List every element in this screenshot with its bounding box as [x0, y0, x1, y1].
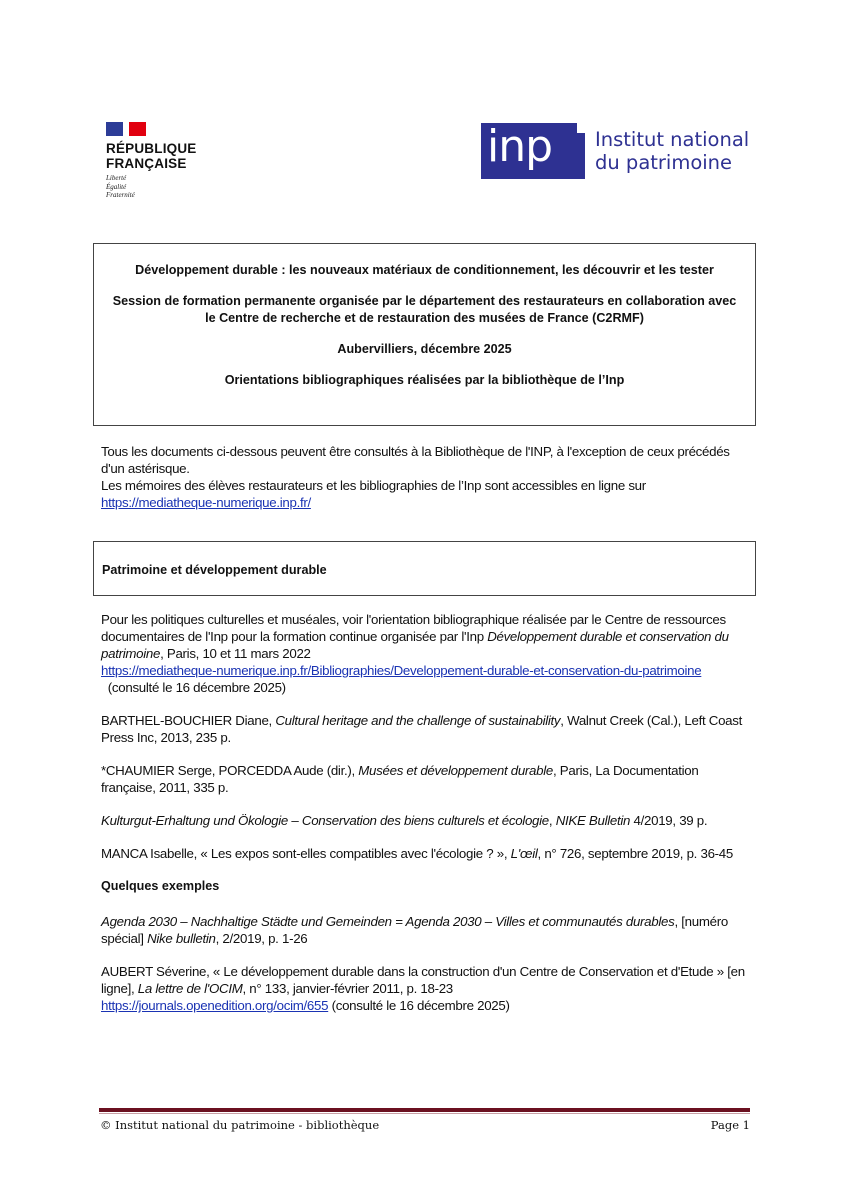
intro: [101, 443, 751, 511]
inp-logo: [481, 123, 749, 179]
republique-francaise-logo: [106, 122, 216, 200]
rf-name: RÉPUBLIQUE FRANÇAISE: [106, 141, 197, 171]
bibliography-list: [101, 611, 753, 1030]
session-description: Session de formation permanente organisée par le département des restaurateurs en collaboration avec le Centre de recherche et de restauration des musées de France (C2RMF): [112, 294, 737, 325]
title-box: [93, 243, 756, 426]
bibliography-entry: Kulturgut-Erhaltung und Ökologie – Conservation des biens culturels et écologie, NIKE Bulletin 4/2019, 39 p.: [101, 813, 708, 828]
example-entry: AUBERT Séverine, « Le développement durable dans la construction d'un Centre de Conservation et d'Etude » [en ligne], La lettre de l'OCIM, n° 133, janvier-février 2011, p. 18-23 https://journals.openedition.org/ocim/655 (consulté le 16 décembre 2025): [101, 964, 745, 1013]
marianne-flag-icon: [106, 122, 146, 136]
bibliography-entry: BARTHEL-BOUCHIER Diane, Cultural heritage and the challenge of sustainability, Walnut Creek (Cal.), Left Coast Press Inc, 2013, 235 p.: [101, 713, 743, 745]
intro-line-2: Les mémoires des élèves restaurateurs et les bibliographies de l’Inp sont accessibles en ligne sur: [101, 478, 646, 493]
page-number: Page 1: [710, 1118, 750, 1132]
credit-line: Orientations bibliographiques réalisées par la bibliothèque de l’Inp: [224, 373, 625, 387]
entry-link[interactable]: https://journals.openedition.org/ocim/655: [101, 998, 329, 1013]
example-entry: Agenda 2030 – Nachhaltige Städte und Gemeinden = Agenda 2030 – Villes et communautés durables, [numéro spécial] Nike bulletin, 2/2019, p. 1-26: [101, 914, 728, 946]
place-date: Aubervilliers, décembre 2025: [337, 342, 512, 356]
document-title: Développement durable : les nouveaux matériaux de conditionnement, les découvrir et les tester: [135, 263, 714, 277]
section-heading-box: [93, 541, 756, 596]
sub-heading-examples: Quelques exemples: [101, 879, 220, 893]
bibliography-entry: Pour les politiques culturelles et muséales, voir l'orientation bibliographique réalisée par le Centre de ressources documentaires de l'Inp pour la formation continue organisée par l'Inp Développement durable et conservation du patrimoine, Paris, 10 et 11 mars 2022 https://mediatheque-numerique.inp.fr/Bibliographies/Developpement-durable-et-conservation-du-patrimoine (consulté le 16 décembre 2025): [101, 612, 729, 695]
intro-line-1: Tous les documents ci-dessous peuvent être consultés à la Bibliothèque de l'INP, à l'exception de ceux précédés d'un astérisque.: [101, 444, 730, 476]
section-heading: Patrimoine et développement durable: [102, 563, 327, 577]
inp-mark: inp: [481, 123, 577, 179]
page-footer: [100, 1118, 750, 1132]
footer-rule: [99, 1108, 750, 1112]
bibliography-entry: MANCA Isabelle, « Les expos sont-elles compatibles avec l'écologie ? », L'œil, n° 726, septembre 2019, p. 36-45: [101, 846, 733, 861]
footer-copyright: © Institut national du patrimoine - bibliothèque: [100, 1118, 380, 1132]
rf-motto: Liberté Égalité Fraternité: [106, 174, 135, 199]
bibliography-entry: *CHAUMIER Serge, PORCEDDA Aude (dir.), Musées et développement durable, Paris, La Documentation française, 2011, 335 p.: [101, 763, 699, 795]
entry-link[interactable]: https://mediatheque-numerique.inp.fr/Bibliographies/Developpement-durable-et-conservation-du-patrimoine: [101, 663, 702, 678]
mediatheque-link[interactable]: https://mediatheque-numerique.inp.fr/: [101, 495, 311, 510]
inp-name: Institut national du patrimoine: [595, 128, 750, 174]
